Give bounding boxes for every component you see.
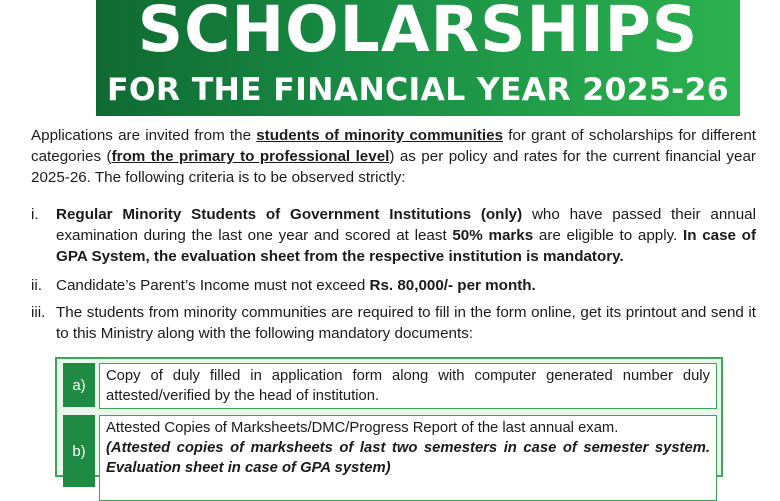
header-banner xyxy=(96,0,740,116)
intro-text-2: for grant of scholarships for different categories ( xyxy=(31,127,756,165)
document-text: Attested Copies of Marksheets/DMC/Progress Report of the last annual exam. xyxy=(106,420,619,436)
criteria-number: ii. xyxy=(31,277,42,294)
criteria-text xyxy=(56,204,756,267)
document-row xyxy=(57,411,721,491)
document-label: b) xyxy=(63,415,95,487)
document-text: Copy of duly filled in application form along with computer generated number duly attested/verified by the head of institution. xyxy=(99,363,717,409)
criteria-text-part: who have passed their annual examination during the last one year and scored at least xyxy=(56,206,756,244)
criteria-number: i. xyxy=(31,206,39,223)
criteria-number: iii. xyxy=(31,304,46,321)
criteria-emphasis: 50% marks xyxy=(452,227,534,244)
banner-title: SCHOLARSHIPS xyxy=(137,0,699,66)
document-cell xyxy=(99,415,717,501)
criteria-emphasis: Regular Minority Students of Government Institutions (only) xyxy=(56,206,523,223)
document-label: a) xyxy=(63,363,95,407)
documents-table xyxy=(55,357,723,477)
criteria-text: The students from minority communities are required to fill in the form online, get its printout and send it to this Ministry along with the following mandatory documents: xyxy=(56,304,756,342)
document-row xyxy=(57,359,721,411)
criteria-text-part: are eligible to apply. xyxy=(533,227,683,244)
criteria-emphasis: Rs. 80,000/- per month. xyxy=(369,277,536,294)
intro-text-1: Applications are invited from the xyxy=(31,127,257,144)
criteria-emphasis: In case of GPA System, the evaluation sheet from the respective institution is mandatory. xyxy=(56,227,757,265)
criteria-text-part: Candidate’s Parent’s Income must not exceed xyxy=(56,277,370,294)
intro-emphasis-1: students of minority communities xyxy=(256,127,504,144)
intro-emphasis-2: from the primary to professional level xyxy=(111,148,390,165)
intro-text-3: ) as per policy and rates for the current financial year 2025-26. The following criteria is to be observed strictly: xyxy=(31,148,756,186)
criteria-text xyxy=(56,275,756,296)
banner-subtitle: FOR THE FINANCIAL YEAR 2025-26 xyxy=(107,72,729,108)
document-note: (Attested copies of marksheets of last two semesters in case of semester system. Evaluation sheet in case of GPA system) xyxy=(106,440,710,476)
intro-paragraph xyxy=(31,125,756,188)
